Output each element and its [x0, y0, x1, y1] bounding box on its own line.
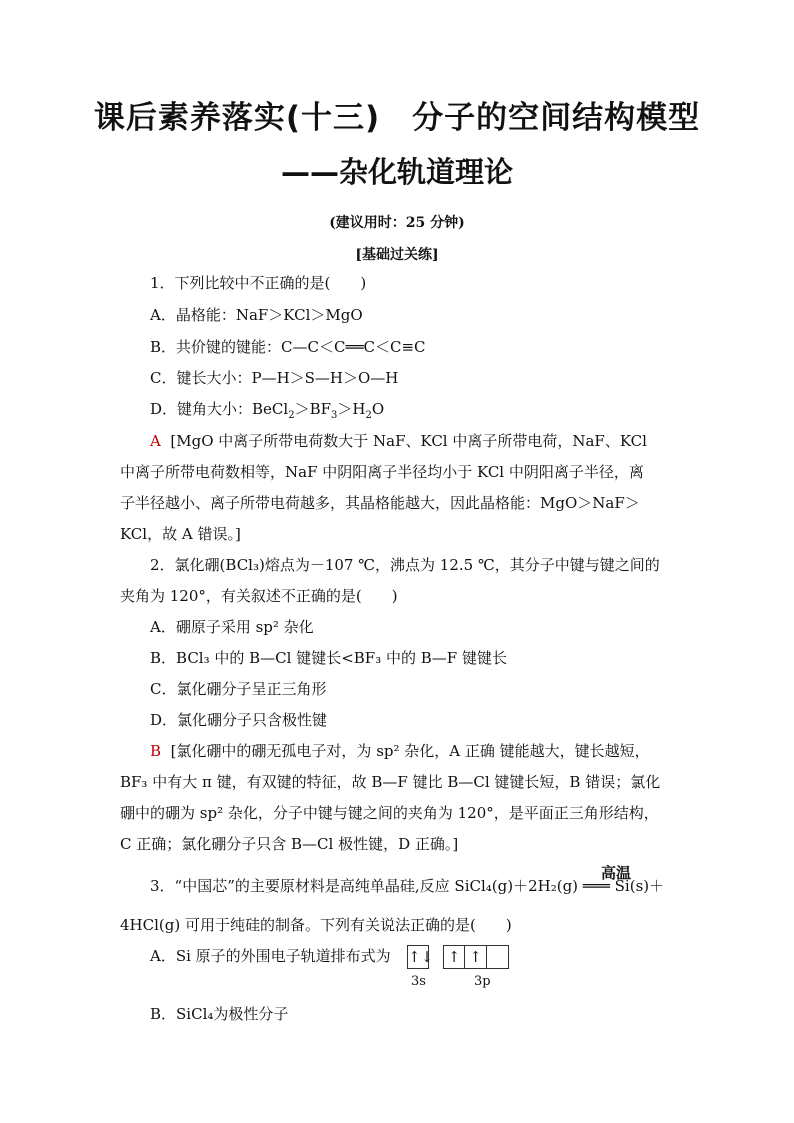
q2-explanation-line3: 硼中的硼为 sp² 杂化，分子中键与键之间的夹角为 120°，是平面正三角形结构， — [120, 804, 659, 822]
orbital-diagram — [407, 945, 509, 969]
q1-option-b: B．共价键的键能：C—C＜C══C＜C≡C — [150, 338, 426, 356]
q2-option-b: B．BCl₃ 中的 B—Cl 键键长<BF₃ 中的 B—F 键键长 — [150, 649, 507, 667]
q2-answer: B — [150, 742, 162, 760]
q2-option-a: A．硼原子采用 sp² 杂化 — [150, 618, 314, 636]
section-heading: [基础过关练] — [355, 247, 439, 263]
q1-stem: 1．下列比较中不正确的是( ) — [150, 274, 367, 292]
orbital-3p-box: ↑ — [443, 945, 465, 969]
q2-explanation-line1: B [氯化硼中的硼无孤电子对，为 sp² 杂化，A 正确 键能越大，键长越短， — [150, 742, 650, 760]
page-subtitle: ——杂化轨道理论 — [280, 155, 513, 189]
q1-explanation-line1: A [MgO 中离子所带电荷数大于 NaF、KCl 中离子所带电荷，NaF、KCl — [150, 432, 647, 450]
q1-option-d: D．键角大小：$BeCl_2>BF_3>H_2O$ — [150, 400, 385, 421]
q2-explanation-line2: BF₃ 中有大 π 键，有双键的特征，故 B—F 键比 B—Cl 键键长短，B 错误；氯化 — [120, 773, 661, 791]
q2-option-c: C．氯化硼分子呈正三角形 — [150, 680, 327, 698]
q1-option-a: A．晶格能：NaF＞KCl＞MgO — [150, 306, 363, 324]
orbital-3s-box: ↑↓ — [407, 945, 429, 969]
orbital-3s-label: 3s — [411, 974, 426, 989]
orbital-3p-box: ↑ — [465, 945, 487, 969]
orbital-3p-box — [487, 945, 509, 969]
q3-stem-line1: 3．“中国芯”的主要原材料是高纯单晶硅,反应 SiCl₄(g)＋2H₂(g) ═══ Si(s)＋ — [150, 877, 665, 895]
q2-stem-line1: 2．氯化硼(BCl₃)熔点为－107 ℃，沸点为 12.5 ℃，其分子中键与键之间的 — [150, 556, 660, 574]
q1-explanation-line3: 子半径越小、离子所带电荷越多，其晶格能越大，因此晶格能：MgO＞NaF＞ — [120, 494, 640, 512]
q3-option-a: A．Si 原子的外围电子轨道排布式为 — [150, 947, 391, 965]
q3-option-b: B．SiCl₄为极性分子 — [150, 1005, 289, 1023]
q1-explanation-line2: 中离子所带电荷数相等，NaF 中阴阳离子半径均小于 KCl 中阴阳离子半径，离 — [120, 463, 644, 481]
q2-option-d: D．氯化硼分子只含极性键 — [150, 711, 328, 729]
q2-stem-line2: 夹角为 120°，有关叙述不正确的是( ) — [120, 587, 398, 605]
page-title: 课后素养落实(十三) 分子的空间结构模型 — [93, 100, 701, 136]
q1-option-c: C．键长大小：P—H＞S—H＞O—H — [150, 369, 399, 387]
q3-stem-line2: 4HCl(g) 可用于纯硅的制备。下列有关说法正确的是( ) — [120, 916, 512, 934]
reaction-condition: 高温 — [600, 864, 631, 882]
time-note: (建议用时：25 分钟) — [329, 215, 465, 231]
orbital-3p-label: 3p — [474, 974, 491, 989]
q1-explanation-line4: KCl，故 A 错误。] — [120, 525, 241, 543]
q2-explanation-line4: C 正确；氯化硼分子只含 B—Cl 极性键，D 正确。] — [120, 835, 459, 853]
q1-answer: A — [150, 432, 161, 450]
